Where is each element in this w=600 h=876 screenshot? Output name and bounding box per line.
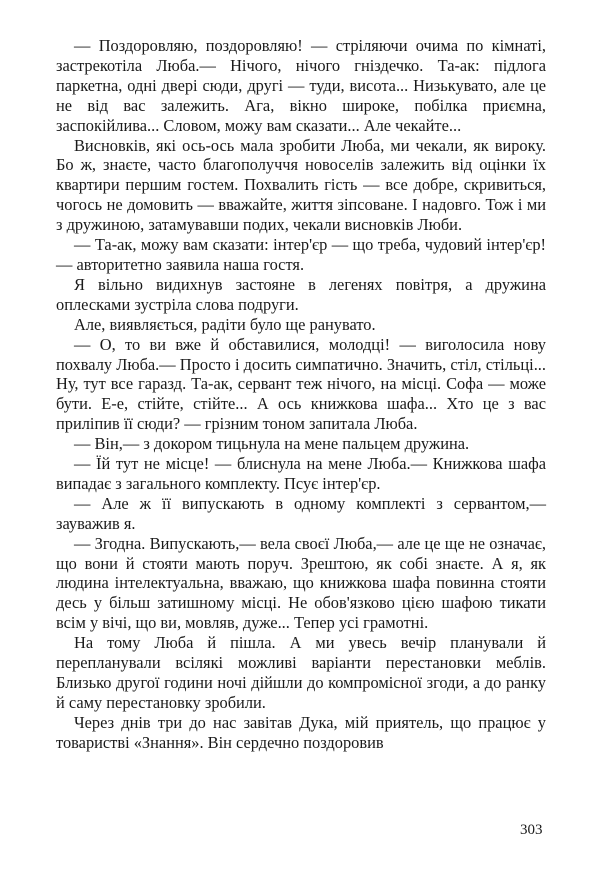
paragraph-6: — О, то ви вже й обставилися, молодці! — виголосила нову похвалу Люба.— Просто і досить симпатично. Значить, стіл, стільці... Ну, тут все гаразд. Та-ак, сервант теж нічого, на місці. Софа — може бути. Е-е, стійте, стійте... А ось книжкова шафа... Хто це з вас приліпив її сюди? — грізним тоном запитала Люба. [56, 334, 546, 434]
page-number: 303 [520, 822, 543, 838]
paragraph-12: Через днів три до нас завітав Дука, мій приятель, що працює у товаристві «Знання». Він сердечно поздоровив [56, 712, 546, 752]
paragraph-3: — Та-ак, можу вам сказати: інтер'єр — що треба, чудовий інтер'єр!— авторитетно заявила наша гостя. [56, 235, 546, 274]
paragraph-10: — Згодна. Випускають,— вела своєї Люба,— але це ще не означає, що вони й стояти мають поруч. Зрештою, як собі знаєте. А я, як людина інтелектуальна, вважаю, що книжкова шафа повинна стояти десь у більш затишному місці. Не обов'язково цією шафою тикати всім у вічі, що ви, мовляв, дуже... Тепер усі грамотні. [56, 533, 546, 633]
paragraph-9: — Але ж її випускають в одному комплекті з сервантом,— зауважив я. [56, 493, 546, 533]
paragraph-7: — Він,— з докором тицьнула на мене пальцем дружина. [74, 434, 470, 454]
paragraph-2: Висновків, які ось-ось мала зробити Люба, ми чекали, як вироку. Бо ж, знаєте, часто благополуччя новоселів залежить від оцінки їх квартири першим гостем. Похвалить гість — все добре, скривиться, чогось не домовить — вважайте, життя зіпсоване. І надовго. Тож і ми з дружиною, затамувавши подих, чекали висновків Люби. [56, 135, 546, 235]
paragraph-1: — Поздоровляю, поздоровляю! — стріляючи очима по кімнаті, застрекотіла Люба.— Нічого, нічого гніздечко. Та-ак: підлога паркетна, одні двері сюди, другі — туди, висота... Низькувато, але це не від вас залежить. Ага, вікно широке, побілка приємна, заспокійлива... Словом, можу вам сказати... Але чекайте... [56, 36, 546, 135]
paragraph-8: — Їй тут не місце! — блиснула на мене Люба.— Книжкова шафа випадає з загального комплекту. Псує інтер'єр. [56, 454, 546, 493]
paragraph-5: Але, виявляється, радіти було ще ранувато. [74, 314, 376, 334]
paragraph-4: Я вільно видихнув застояне в легенях повітря, а дружина оплесками зустріла слова подруги. [56, 274, 546, 314]
paragraph-11: На тому Люба й пішла. А ми увесь вечір планували й перепланували всілякі можливі варіанти перестановки меблів. Близько другої години ночі дійшли до компромісної згоди, а до ранку й саму перестановку зробили. [56, 633, 546, 712]
page-body [56, 36, 546, 753]
